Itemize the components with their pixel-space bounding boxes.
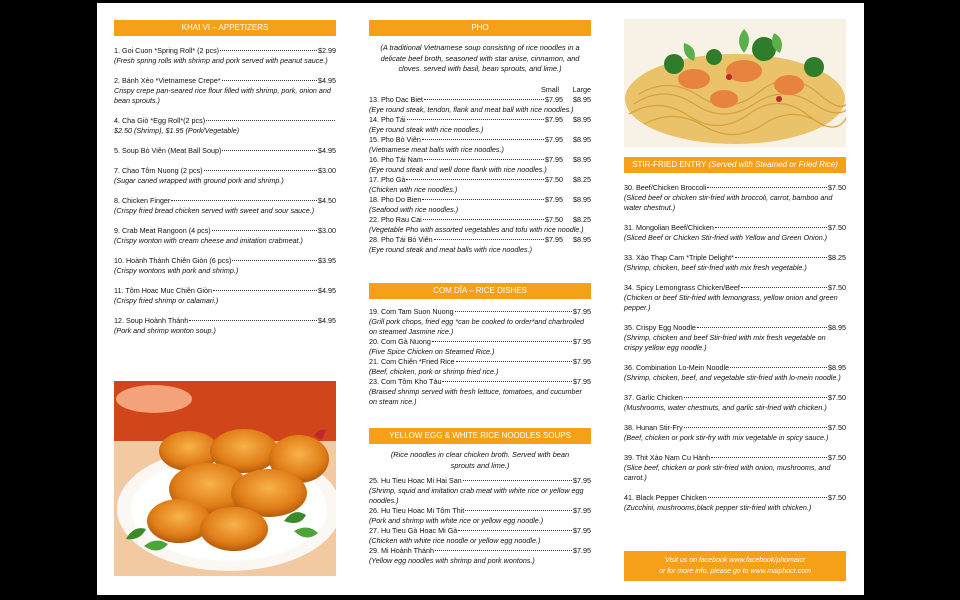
dot-leader: [406, 179, 544, 180]
dot-leader: [708, 497, 827, 498]
dot-leader: [715, 227, 827, 228]
menu-item: [114, 146, 336, 156]
item-name: 25. Hu Tieu Hoac Mi Hai San: [369, 476, 462, 485]
item-name: 38. Hunan Stir-Fry: [624, 423, 683, 432]
dot-leader: [435, 550, 572, 551]
dot-leader: [222, 80, 317, 81]
menu-item: [369, 195, 591, 215]
menu-item: [624, 183, 846, 213]
item-name: 41. Black Pepper Chicken: [624, 493, 707, 502]
menu-item-row: [624, 223, 846, 233]
item-price: $7.95: [573, 377, 591, 386]
item-description: (Chicken or beef Stir-fried with lemongrass, yellow onion and green pepper.): [624, 293, 838, 312]
item-description: (Zucchini, mushrooms,black pepper stir-fried with chicken.): [624, 503, 812, 512]
item-name: 21. Com Chiên *Fried Rice: [369, 357, 455, 366]
dot-leader: [465, 510, 572, 511]
menu-item: [114, 76, 336, 106]
price-small: $7.95: [545, 135, 563, 144]
item-description: (Pork and shrimp with white rice or yellow egg noodle.): [369, 516, 544, 525]
menu-item: [369, 526, 591, 546]
item-name: 33. Xào Thap Cam *Triple Delight*: [624, 253, 734, 262]
rice-header: COM DĨA – RICE DISHES: [369, 283, 591, 299]
menu-item-row: [114, 256, 336, 266]
menu-item: [369, 506, 591, 526]
stirfry-title: STIR-FRIED ENTRY: [632, 160, 707, 169]
menu-item-row: [114, 226, 336, 236]
item-name: 23. Com Tôm Kho Tàu: [369, 377, 442, 386]
pho-size-header: [369, 85, 591, 95]
dot-leader: [684, 427, 827, 428]
price-large: $8.95: [573, 155, 591, 164]
dot-leader: [213, 290, 317, 291]
item-description: (Crispy wonton with cream cheese and imitation crabmeat.): [114, 236, 303, 245]
item-name: 5. Soup Bò Viên (Meat Ball Soup): [114, 146, 222, 155]
dot-leader: [407, 119, 544, 120]
price-large: $8.95: [573, 235, 591, 244]
menu-item: [114, 196, 336, 216]
menu-item-row: [369, 307, 591, 317]
pho-list: [369, 95, 591, 255]
item-price: $4.95: [318, 286, 336, 295]
item-name: 22. Pho Rau Cai: [369, 215, 422, 224]
item-description: (Shrimp, chicken and beef Stir-fried with mix fresh vegetable on crispy yellow egg noodle.): [624, 333, 826, 352]
item-description: (Eye round steak and well done flank with rice noodles.): [369, 165, 547, 174]
noodle-soups-header: YELLOW EGG & WHITE RICE NOODLES SOUPS: [369, 428, 591, 444]
noodle-soups-intro: (Rice noodles in clear chicken broth. Served with bean sprouts and lime.): [390, 450, 570, 470]
dot-leader: [424, 99, 544, 100]
dot-leader: [697, 327, 827, 328]
menu-item-row: [369, 526, 591, 536]
appetizers-header: KHAI VI – APPETIZERS: [114, 20, 336, 36]
menu-item-row: [369, 337, 591, 347]
stirfry-list: [624, 183, 846, 513]
menu-item-row: [624, 363, 846, 373]
footer-website[interactable]: or for more info, please go to www.maiphocr.com: [659, 568, 811, 575]
dot-leader: [455, 311, 572, 312]
dot-leader: [222, 150, 317, 151]
item-description: (Sugar caned wrapped with ground pork and shrimp.): [114, 176, 284, 185]
item-price: $7.50: [828, 283, 846, 292]
menu-item: [624, 253, 846, 273]
dot-leader: [422, 139, 544, 140]
menu-item-row: [114, 286, 336, 296]
item-description: (Grill pork chops, fried egg *can be cooked to order*and charbroiled on steamed Jasmine rice.): [369, 317, 584, 336]
menu-item: [624, 393, 846, 413]
item-price: $7.95: [573, 546, 591, 555]
item-description: (Slice beef, chicken or pork stir-fried with onion, mushrooms, and carrot.): [624, 463, 831, 482]
item-description: (Shrimp, chicken, beef, and vegetable stir-fried with lo-mein noodle.): [624, 373, 841, 382]
price-small: $7.95: [545, 195, 563, 204]
item-price: $4.95: [318, 146, 336, 155]
item-description: (Eye round steak with rice noodles.): [369, 125, 484, 134]
item-description: (Seafood with rice noodles.): [369, 205, 459, 214]
menu-item: [369, 337, 591, 357]
item-price: $2.99: [318, 46, 336, 55]
item-name: 17. Pho Gà: [369, 175, 406, 184]
item-name: 19. Com Tam Suon Nuong: [369, 307, 454, 316]
menu-item-row: [369, 235, 591, 245]
footer-banner: [624, 551, 846, 581]
menu-item-row: [624, 283, 846, 293]
menu-item: [114, 256, 336, 276]
dot-leader: [232, 260, 317, 261]
item-description: (Braised shrimp served with fresh lettuce, tomatoes, and cucumber on steam rice.): [369, 387, 582, 406]
menu-item-row: [114, 46, 336, 56]
menu-item: [369, 307, 591, 337]
item-name: 18. Pho Do Bien: [369, 195, 422, 204]
item-price: $3.95: [318, 256, 336, 265]
item-description: (Vegetable Pho with assorted vegetables and tofu with rice noodle.): [369, 225, 584, 234]
menu-item-row: [369, 155, 591, 165]
menu-item: [369, 135, 591, 155]
item-price: $7.95: [573, 357, 591, 366]
menu-item-row: [369, 357, 591, 367]
footer-facebook[interactable]: Visit us on facebook www.facebook/phomaicr: [664, 557, 806, 564]
menu-item-row: [114, 76, 336, 86]
item-price: $4.95: [318, 316, 336, 325]
item-price: $7.50: [828, 393, 846, 402]
stirfry-header: [624, 157, 846, 173]
item-description: (Shrimp, squid and imitation crab meat with white rice or yellow egg noodles.): [369, 486, 584, 505]
item-description: (Crispy fried shrimp or calamari.): [114, 296, 219, 305]
item-price: $7.95: [573, 526, 591, 535]
menu-item: [624, 423, 846, 443]
item-price: $7.95: [573, 307, 591, 316]
dot-leader: [456, 361, 573, 362]
item-name: 27. Hu Tieu Gà Hoac Mi Gà: [369, 526, 458, 535]
menu-item: [369, 95, 591, 115]
item-description: $2.50 (Shrimp), $1.95 (Pork/Vegetable): [114, 126, 240, 135]
item-description: (Eye round steak and meat balls with rice noodles.): [369, 245, 532, 254]
price-large: $8.25: [573, 175, 591, 184]
menu-item: [369, 377, 591, 407]
item-price: $7.95: [573, 476, 591, 485]
menu-item-row: [624, 253, 846, 263]
dot-leader: [422, 199, 544, 200]
noodle-stirfry-photo: [624, 19, 846, 147]
item-name: 20. Com Gà Nuong: [369, 337, 431, 346]
pho-header: PHO: [369, 20, 591, 36]
dot-leader: [463, 480, 572, 481]
item-price: $7.95: [573, 337, 591, 346]
dot-leader: [212, 230, 317, 231]
dot-leader: [204, 170, 317, 171]
price-large: $8.95: [573, 135, 591, 144]
item-name: 28. Pho Tái Bò Viên: [369, 235, 433, 244]
menu-item: [114, 286, 336, 306]
item-description: (Five Spice Chicken on Steamed Rice.): [369, 347, 495, 356]
menu-item: [114, 316, 336, 336]
item-description: (Chicken with white rice noodle or yellow egg noodle.): [369, 536, 541, 545]
menu-item-row: [369, 476, 591, 486]
dot-leader: [206, 120, 335, 121]
item-name: 30. Beef/Chicken Broccoli: [624, 183, 707, 192]
item-price: $7.50: [828, 423, 846, 432]
price-small: $7.95: [545, 235, 563, 244]
menu-item: [114, 46, 336, 66]
dot-leader: [730, 367, 827, 368]
item-name: 11. Tôm Hoac Muc Chiên Giòn: [114, 286, 213, 295]
menu-item-row: [114, 196, 336, 206]
menu-item-row: [369, 195, 591, 205]
price-small: $7.95: [545, 95, 563, 104]
menu-item: [114, 226, 336, 246]
item-price: $7.50: [828, 183, 846, 192]
menu-item-row: [369, 95, 591, 105]
size-small-label: Small: [541, 85, 559, 94]
item-description: (Shrimp, chicken, beef stir-fried with mix fresh vegetable.): [624, 263, 807, 272]
price-small: $7.50: [545, 175, 563, 184]
item-description: (Beef, chicken or pork stir-fry with mix vegetable in spicy sauce.): [624, 433, 829, 442]
item-name: 31. Mongolian Beef/Chicken: [624, 223, 714, 232]
menu-item-row: [369, 115, 591, 125]
price-small: $7.95: [545, 155, 563, 164]
fried-shrimp-photo: [114, 381, 336, 576]
menu-item: [369, 357, 591, 377]
menu-item: [369, 546, 591, 566]
menu-item: [369, 155, 591, 175]
menu-item-row: [369, 546, 591, 556]
dot-leader: [711, 457, 827, 458]
item-price: $8.95: [828, 323, 846, 332]
item-name: 14. Pho Tái: [369, 115, 406, 124]
item-price: $3.00: [318, 166, 336, 175]
dot-leader: [189, 320, 317, 321]
menu-item-row: [624, 323, 846, 333]
stirfry-note: (Served with Steamed or Fried Rice): [708, 160, 838, 169]
item-price: $4.95: [318, 76, 336, 85]
price-large: $8.95: [573, 115, 591, 124]
dot-leader: [220, 50, 317, 51]
price-small: $7.95: [545, 115, 563, 124]
menu-item-row: [369, 135, 591, 145]
item-name: 2. Bánh Xèo *Vietnamese Crepe*: [114, 76, 221, 85]
item-description: (Yellow egg noodles with shrimp and pork wontons.): [369, 556, 535, 565]
menu-item: [369, 215, 591, 235]
menu-item: [369, 175, 591, 195]
size-large-label: Large: [572, 85, 591, 94]
item-price: $7.50: [828, 493, 846, 502]
item-description: (Crispy fried bread chicken served with sweet and sour sauce.): [114, 206, 315, 215]
item-description: (Eye round steak, tendon, flank and meat ball with rice noodles.): [369, 105, 574, 114]
dot-leader: [171, 200, 317, 201]
item-name: 1. Goi Cuon *Spring Roll* (2 pcs): [114, 46, 220, 55]
item-name: 37. Garlic Chicken: [624, 393, 683, 402]
item-name: 15. Pho Bò Viên: [369, 135, 421, 144]
dot-leader: [423, 219, 544, 220]
item-description: (Mushrooms, water chestnuts, and garlic stir-fried with chicken.): [624, 403, 827, 412]
item-description: (Sliced beef or chicken stir-fried with broccoli, carrot, bamboo and water chestnut.): [624, 193, 833, 212]
menu-item: [369, 115, 591, 135]
dot-leader: [442, 381, 572, 382]
menu-item-row: [369, 175, 591, 185]
menu-item: [624, 323, 846, 353]
item-name: 7. Chao Tôm Nuong (2 pcs): [114, 166, 203, 175]
dot-leader: [424, 159, 544, 160]
dot-leader: [458, 530, 572, 531]
item-name: 10. Hoành Thánh Chiên Giòn (6 pcs): [114, 256, 232, 265]
dot-leader: [434, 239, 544, 240]
menu-item: [624, 453, 846, 483]
item-name: 4. Cha Giò *Egg Roll*(2 pcs): [114, 116, 206, 125]
dot-leader: [432, 341, 572, 342]
item-name: 13. Pho Dac Biet: [369, 95, 423, 104]
price-small: $7.50: [545, 215, 563, 224]
menu-item-row: [369, 506, 591, 516]
item-description: (Vietnamese meat balls with rice noodles.): [369, 145, 504, 154]
item-price: $7.50: [828, 453, 846, 462]
menu-sheet: [97, 3, 864, 595]
dot-leader: [735, 257, 827, 258]
item-description: (Crispy wontons with pork and shrimp.): [114, 266, 239, 275]
item-description: (Fresh spring rolls with shrimp and pork served with peanut sauce.): [114, 56, 328, 65]
item-name: 36. Combination Lo-Mein Noodle: [624, 363, 730, 372]
rice-list: [369, 307, 591, 407]
item-name: 8. Chicken Finger: [114, 196, 171, 205]
item-price: $8.95: [828, 363, 846, 372]
item-price: $3.00: [318, 226, 336, 235]
item-price: $7.95: [573, 506, 591, 515]
price-large: $8.25: [573, 215, 591, 224]
menu-item: [369, 476, 591, 506]
menu-item-row: [114, 146, 336, 156]
menu-item-row: [624, 183, 846, 193]
item-price: $7.50: [828, 223, 846, 232]
menu-item-row: [624, 423, 846, 433]
price-large: $8.95: [573, 95, 591, 104]
item-name: 39. Thit Xào Nam Cu Hành: [624, 453, 711, 462]
menu-item-row: [624, 453, 846, 463]
pho-intro: (A traditional Vietnamese soup consisting of rice noodles in a delicate beef broth, seasoned with star anise, cinnamon, and cloves. served with basil, bean sprouts, and lime.): [380, 43, 580, 73]
menu-item: [114, 166, 336, 186]
item-description: (Pork and shrimp wonton soup.): [114, 326, 216, 335]
dot-leader: [707, 187, 827, 188]
price-large: $8.95: [573, 195, 591, 204]
item-description: (Sliced Beef or Chicken Stir-fried with Yellow and Green Onion.): [624, 233, 828, 242]
menu-item-row: [114, 166, 336, 176]
item-name: 26. Hu Tieu Hoac Mi Tôm Thit: [369, 506, 465, 515]
item-name: 35. Crispy Egg Noodle: [624, 323, 696, 332]
item-name: 34. Spicy Lemongrass Chicken/Beef: [624, 283, 740, 292]
menu-item: [624, 283, 846, 313]
item-description: (Beef, chicken, pork or shrimp fried rice.): [369, 367, 499, 376]
menu-item-row: [624, 493, 846, 503]
item-price: $8.25: [828, 253, 846, 262]
appetizer-list: [114, 46, 336, 336]
menu-item: [114, 116, 336, 136]
menu-item: [624, 493, 846, 513]
dot-leader: [684, 397, 827, 398]
item-description: Crispy crepe pan-seared rice flour filled with shrimp, pork, onion and bean sprouts.): [114, 86, 331, 105]
noodle-soup-list: [369, 476, 591, 566]
item-price: $4.50: [318, 196, 336, 205]
item-description: (Chicken with rice noodles.): [369, 185, 458, 194]
menu-item-row: [369, 215, 591, 225]
menu-item: [369, 235, 591, 255]
item-name: 29. Mi Hoành Thánh: [369, 546, 434, 555]
menu-item-row: [114, 316, 336, 326]
item-name: 9. Crab Meat Rangoon (4 pcs): [114, 226, 211, 235]
menu-item-row: [624, 393, 846, 403]
menu-item-row: [114, 116, 336, 126]
menu-item: [624, 363, 846, 383]
item-name: 16. Pho Tái Nam: [369, 155, 423, 164]
menu-item: [624, 223, 846, 243]
item-name: 12. Soup Hoành Thánh: [114, 316, 189, 325]
dot-leader: [741, 287, 827, 288]
menu-item-row: [369, 377, 591, 387]
